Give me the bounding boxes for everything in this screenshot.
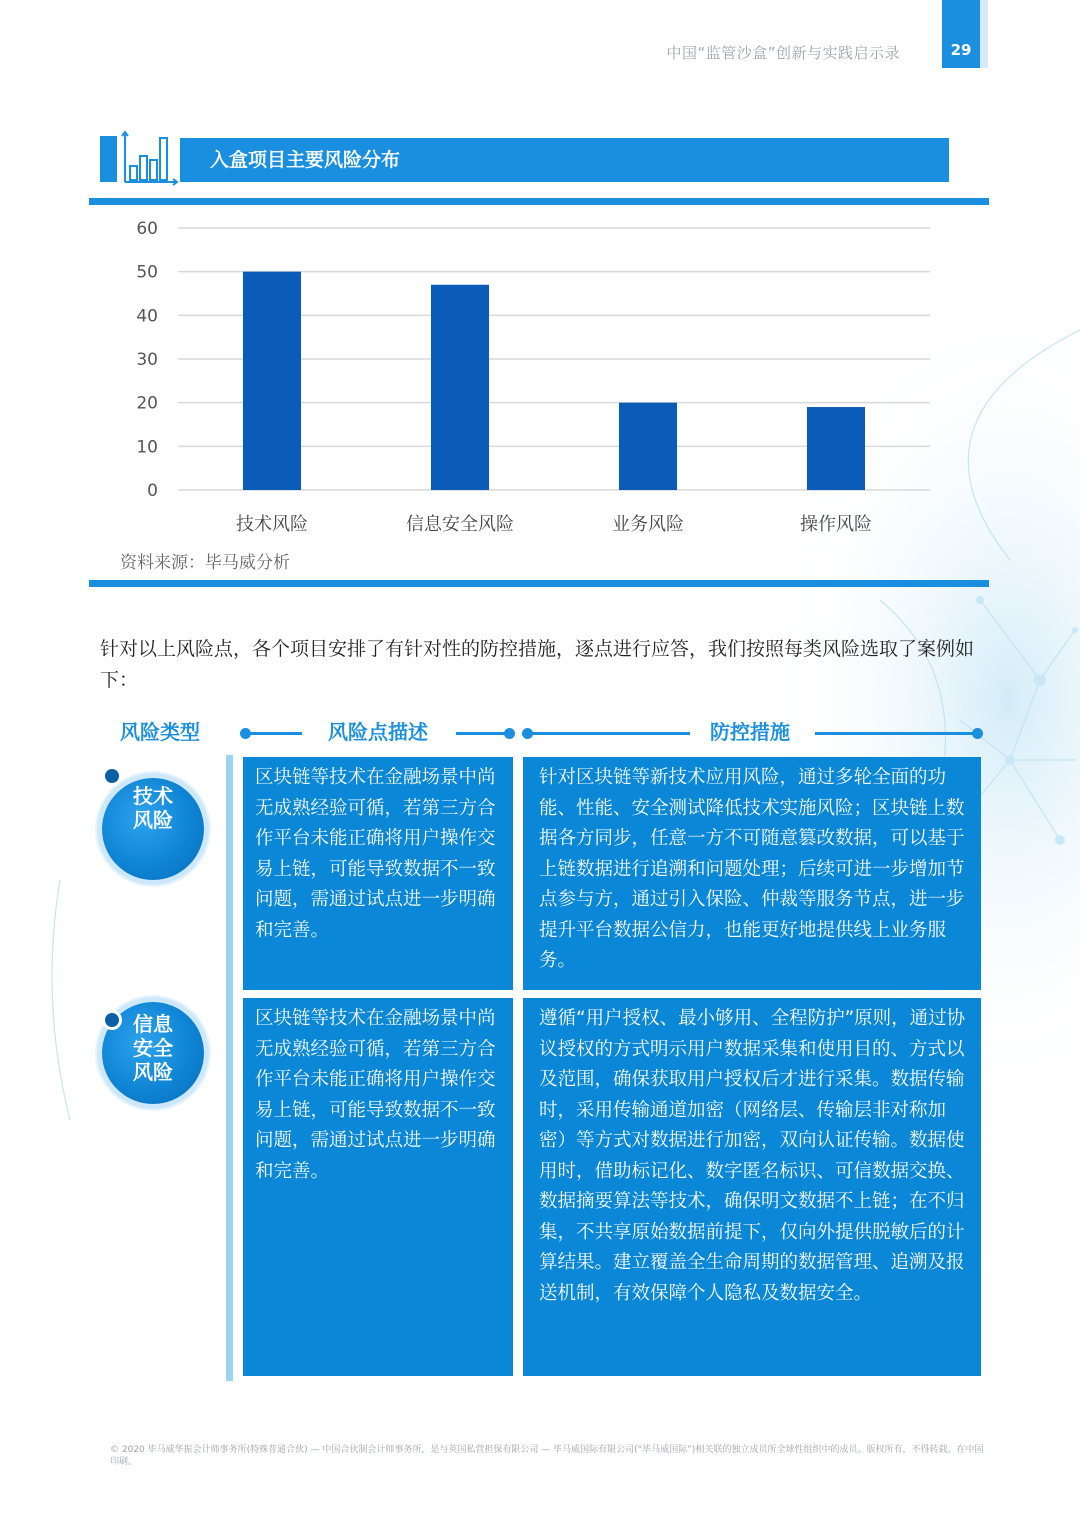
section-title: 入盒项目主要风险分布 <box>210 149 401 171</box>
bar <box>431 285 489 490</box>
bottom-rule <box>89 580 989 587</box>
banner-accent <box>100 136 117 182</box>
document-title: 中国“监管沙盒”创新与实践启示录 <box>666 44 900 62</box>
measure-cell: 遵循“用户授权、最小够用、全程防护”原则，通过协议授权的方式明示用户数据采集和使用目的、方式以及范围，确保获取用户授权后才进行采集。数据传输时，采用传输通道加密（网络层、传输层非对称加密）等方式对数据进行加密，双向认证传输。数据使用时，借助标记化、数字匿名标识、可信数据交换、数据摘要算法等技术，确保明文数据不上链；在不归集，不共享原始数据前提下，仅向外提供脱敏后的计算结果。建立覆盖全生命周期的数据管理、追溯及报送机制，有效保障个人隐私及数据安全。 <box>523 998 981 1376</box>
y-tick-label: 20 <box>136 393 158 414</box>
x-category-label: 操作风险 <box>800 514 872 535</box>
badge-line: 风险 <box>133 1060 173 1084</box>
y-tick-label: 30 <box>136 350 158 370</box>
top-rule <box>89 198 989 205</box>
row-connector-line <box>226 755 233 1381</box>
badge-text <box>102 784 204 832</box>
header-dot <box>504 728 515 739</box>
header-dot <box>972 728 983 739</box>
copyright-footer: © 2020 毕马威华振会计师事务所(特殊普通合伙) — 中国合伙制会计师事务所，是与英国私营担保有限公司 — 毕马威国际有限公司(“毕马威国际”)相关联的独立成员所全球性组织中的成员。版权所有，不得转载。在中国印刷。 <box>110 1445 984 1467</box>
x-category-label: 业务风险 <box>612 514 684 535</box>
badge-marker <box>102 1010 122 1030</box>
bar <box>243 272 301 490</box>
x-category-label: 信息安全风险 <box>406 514 514 535</box>
header-line <box>456 732 508 735</box>
badge-line: 信息 <box>133 1012 173 1036</box>
risk-badge-technical <box>102 778 204 880</box>
page-number: 29 <box>942 0 980 68</box>
intro-paragraph: 针对以上风险点，各个项目安排了有针对性的防控措施，逐点进行应答，我们按照每类风险选取了案例如下： <box>100 638 975 691</box>
measure-cell: 针对区块链等新技术应用风险，通过多轮全面的功能、性能、安全测试降低技术实施风险；区块链上数据各方同步，任意一方不可随意篡改数据，可以基于上链数据进行追溯和问题处理；后续可进一步增加节点参与方，通过引入保险、仲裁等服务节点，进一步提升平台数据公信力，也能更好地提供线上业务服务。 <box>523 757 981 990</box>
header-risk-type: 风险类型 <box>120 720 200 744</box>
badge-line: 风险 <box>133 808 173 832</box>
y-tick-label: 10 <box>136 437 158 458</box>
bar-chart-icon <box>119 130 179 186</box>
y-tick-label: 0 <box>147 481 158 501</box>
bar <box>807 407 865 490</box>
badge-marker <box>102 766 122 786</box>
y-tick-label: 50 <box>136 262 158 283</box>
header-line <box>530 732 690 735</box>
header-line <box>815 732 975 735</box>
header-risk-description: 风险点描述 <box>328 720 428 744</box>
bar <box>619 403 677 490</box>
badge-line: 安全 <box>133 1036 173 1060</box>
risk-description-cell: 区块链等技术在金融场景中尚无成熟经验可循，若第三方合作平台未能正确将用户操作交易上链，可能导致数据不一致问题，需通过试点进一步明确和完善。 <box>243 998 513 1376</box>
y-tick-label: 40 <box>136 306 158 327</box>
chart-source: 资料来源：毕马威分析 <box>120 553 290 573</box>
header-measures: 防控措施 <box>710 720 790 744</box>
risk-description-cell: 区块链等技术在金融场景中尚无成熟经验可循，若第三方合作平台未能正确将用户操作交易上链，可能导致数据不一致问题，需通过试点进一步明确和完善。 <box>243 757 513 990</box>
y-tick-label: 60 <box>136 219 158 239</box>
badge-line: 技术 <box>133 784 173 808</box>
header-line <box>250 732 302 735</box>
x-category-label: 技术风险 <box>236 514 308 535</box>
risk-bar-chart <box>100 210 960 550</box>
page-tab-edge <box>980 0 988 68</box>
